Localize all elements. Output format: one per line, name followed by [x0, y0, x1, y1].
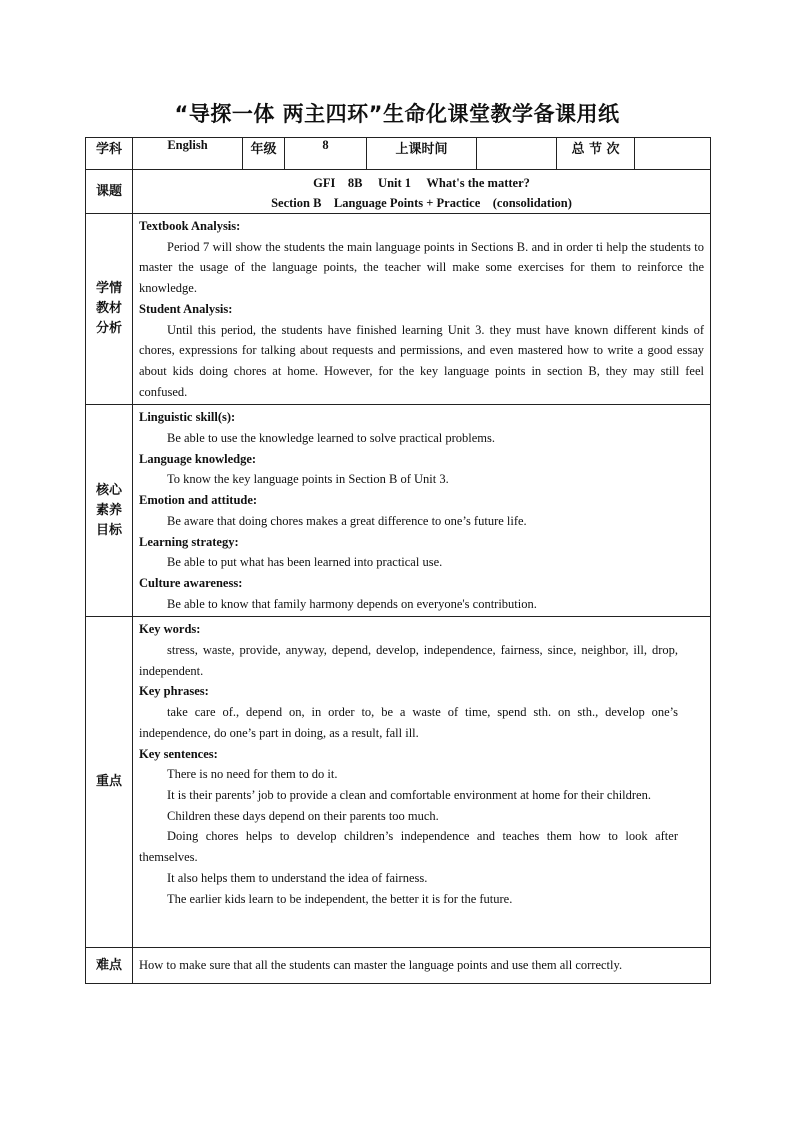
analysis-row: [86, 214, 711, 405]
analysis-label-line: 分析: [95, 321, 122, 337]
literacy-heading: Linguistic skill(s):: [139, 410, 236, 425]
textbook-analysis-text: Period 7 will show the students the main language points in Sections B. and in order ti help the students to master the usage of the language points, the teacher will make some exercises for them to reinforce the knowledge.: [139, 239, 704, 296]
page-title: “导探一体 两主四环”生命化课堂教学备课用纸: [174, 102, 620, 126]
topic-label: 课题: [86, 170, 133, 214]
key-sentence: There is no need for them to do it.: [167, 767, 338, 782]
difficulty-row: [86, 948, 711, 984]
grade-value: 8: [285, 138, 367, 170]
analysis-label: [86, 214, 133, 405]
literacy-label: [86, 405, 133, 617]
key-points-label: 重点: [86, 617, 133, 948]
analysis-label-line: 学情: [95, 281, 122, 297]
analysis-cell: [133, 214, 711, 405]
lesson-plan-table: [85, 137, 711, 984]
class-time-value: [477, 138, 557, 170]
topic-cell: [133, 170, 711, 214]
total-periods-value: [635, 138, 711, 170]
key-points-cell: [133, 617, 711, 948]
literacy-heading: Language knowledge:: [139, 451, 257, 466]
topic-row: [86, 170, 711, 214]
literacy-cell: [133, 405, 711, 617]
literacy-label-line: 目标: [95, 522, 122, 538]
literacy-text: Be able to know that family harmony depends on everyone's contribution.: [167, 596, 537, 611]
key-sentences-heading: Key sentences:: [139, 746, 218, 761]
literacy-heading: Culture awareness:: [139, 575, 243, 590]
key-sentence: It also helps them to understand the idea of fairness.: [167, 870, 428, 885]
literacy-text: Be able to use the knowledge learned to solve practical problems.: [167, 431, 496, 446]
student-analysis-text: Until this period, the students have finished learning Unit 3. they must have known different kinds of chores, expressions for talking about requests and permissions, and even mastered how to write a good essay about kids doing chores at home. However, for the key language points in section B, they may still feel confused.: [139, 322, 704, 399]
literacy-row: [86, 405, 711, 617]
key-phrases-heading: Key phrases:: [139, 684, 209, 699]
literacy-text: Be able to put what has been learned into practical use.: [167, 555, 443, 570]
literacy-label-line: 素养: [95, 502, 122, 518]
grade-label: 年级: [243, 138, 285, 170]
topic-line-1: GFI 8B Unit 1 What's the matter?: [313, 176, 530, 190]
student-analysis-heading: Student Analysis:: [139, 301, 233, 316]
class-time-label: 上课时间: [367, 138, 477, 170]
key-phrases-text: take care of., depend on, in order to, be a waste of time, spend sth. on sth., develop one’s independence, do one’s part in doing, as a result, fall ill.: [139, 705, 678, 740]
difficulty-text: How to make sure that all the students can master the language points and use them all correctly.: [133, 948, 711, 984]
total-periods-label: 总 节 次: [557, 138, 635, 170]
key-words-text: stress, waste, provide, anyway, depend, develop, independence, fairness, since, neighbor, ill, drop, independent.: [139, 643, 678, 678]
header-row: [86, 138, 711, 170]
key-sentence: Children these days depend on their parents too much.: [167, 808, 439, 823]
topic-line-2: Section B Language Points + Practice (consolidation): [271, 196, 572, 210]
key-sentence: It is their parents’ job to provide a clean and comfortable environment at home for their children.: [167, 787, 651, 802]
literacy-heading: Emotion and attitude:: [139, 493, 258, 508]
literacy-label-line: 核心: [95, 482, 122, 498]
key-sentence: Doing chores helps to develop children’s independence and teaches them how to look after themselves.: [139, 829, 678, 865]
textbook-analysis-heading: Textbook Analysis:: [139, 219, 241, 233]
subject-value: English: [133, 138, 243, 170]
key-sentence: The earlier kids learn to be independent, the better it is for the future.: [167, 891, 513, 906]
subject-label: 学科: [86, 138, 133, 170]
literacy-text: Be aware that doing chores makes a great difference to one’s future life.: [167, 513, 527, 528]
literacy-text: To know the key language points in Section B of Unit 3.: [167, 472, 449, 487]
key-points-row: [86, 617, 711, 948]
key-words-heading: Key words:: [139, 622, 201, 637]
literacy-heading: Learning strategy:: [139, 534, 239, 549]
difficulty-label: 难点: [86, 948, 133, 984]
analysis-label-line: 教材: [95, 301, 122, 317]
